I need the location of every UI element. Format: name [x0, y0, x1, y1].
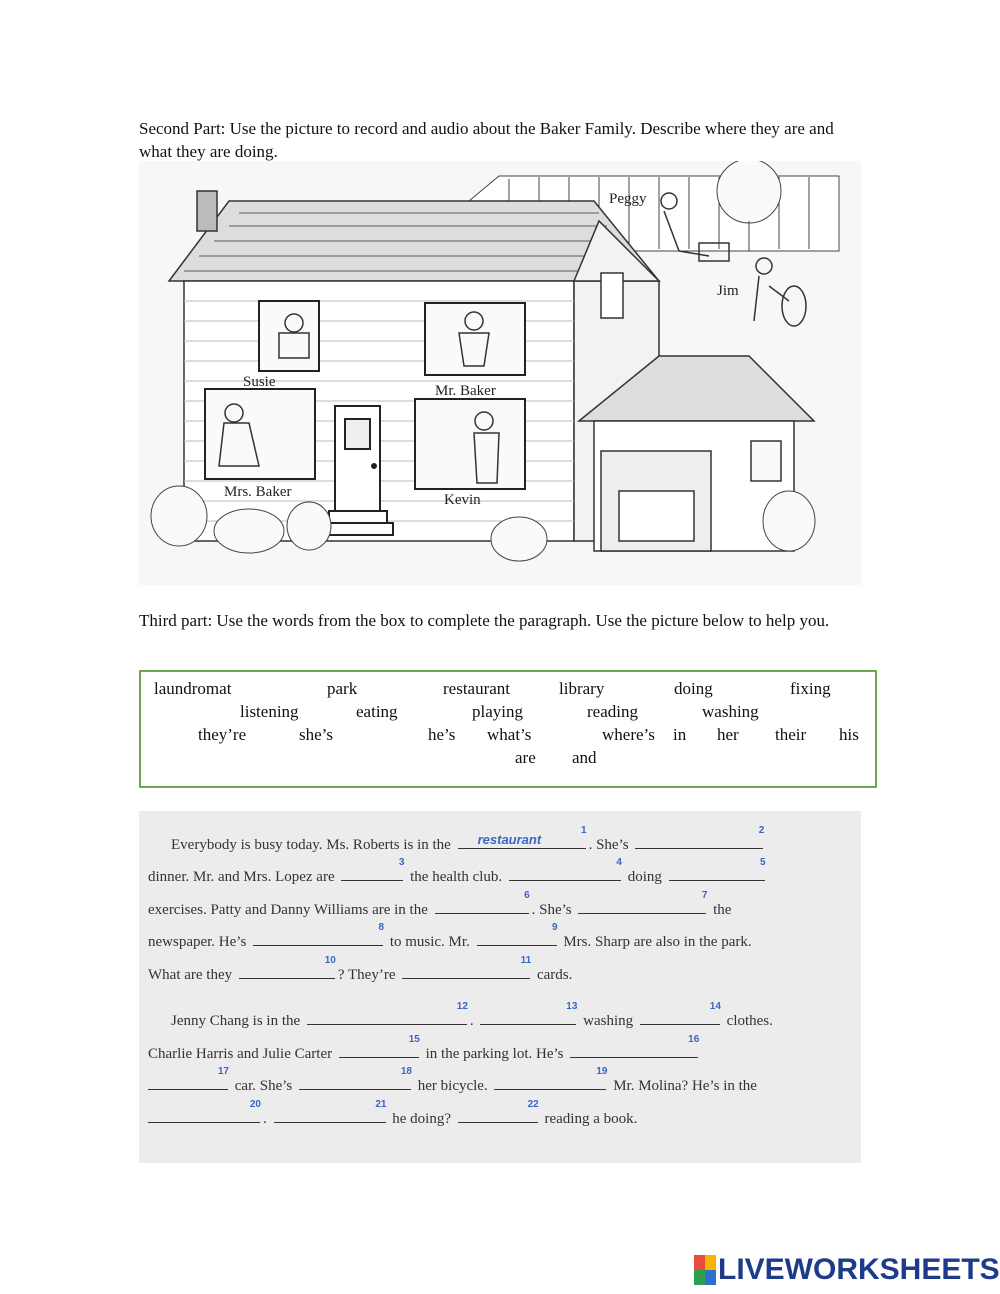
exercise-line: Jenny Chang is in the 12 . 13 washing 14 clothes.: [171, 1001, 773, 1029]
word-item: library: [559, 679, 605, 698]
exercise-line: Charlie Harris and Julie Carter 15 in the parking lot. He’s 16: [148, 1034, 700, 1062]
word-item: listening: [240, 702, 299, 721]
part2-instructions: Second Part: Use the picture to record and audio about the Baker Family. Describe where they are and what they are doing.: [139, 119, 834, 161]
blank-9[interactable]: 9: [477, 931, 557, 946]
blank-14[interactable]: 14: [640, 1010, 720, 1025]
word-item: restaurant: [443, 679, 511, 698]
baker-house-illustration: [139, 161, 861, 585]
label-jim: Jim: [717, 283, 739, 299]
label-peggy: Peggy: [609, 191, 647, 207]
logo-text: LIVEWORKSHEETS: [718, 1253, 1000, 1286]
word-item: in: [673, 725, 687, 744]
word-item: washing: [702, 702, 759, 721]
word-item: laundromat: [154, 679, 232, 698]
word-item: where’s: [602, 725, 655, 744]
label-mrs-baker: Mrs. Baker: [224, 484, 292, 500]
blank-8[interactable]: 8: [253, 931, 383, 946]
word-item: park: [327, 679, 358, 698]
blank-12[interactable]: 12: [307, 1010, 467, 1025]
word-box: [139, 670, 877, 788]
blank-13[interactable]: 13: [480, 1010, 576, 1025]
blank-21[interactable]: 21: [274, 1108, 386, 1123]
word-item: fixing: [790, 679, 831, 698]
word-item: what’s: [487, 725, 532, 744]
blank-17[interactable]: 17: [148, 1075, 228, 1090]
label-susie: Susie: [243, 374, 276, 390]
liveworksheets-logo: [694, 1253, 1000, 1287]
blank-4[interactable]: 4: [509, 866, 621, 881]
blank-15[interactable]: 15: [339, 1043, 419, 1058]
exercise-line: 17 car. She’s 18 her bicycle. 19 Mr. Molina? He’s in the: [148, 1075, 757, 1095]
exercise-line: dinner. Mr. and Mrs. Lopez are 3 the health club. 4 doing 5: [148, 857, 766, 885]
blank-20[interactable]: 20: [148, 1108, 260, 1123]
cloze-exercise: [139, 811, 861, 1163]
blank-16[interactable]: 16: [570, 1043, 698, 1058]
blank-6[interactable]: 6: [435, 899, 529, 914]
word-item: they’re: [198, 725, 247, 744]
word-item: are: [515, 748, 536, 767]
word-item: and: [572, 748, 597, 767]
blank-5[interactable]: 5: [669, 866, 765, 881]
exercise-line: exercises. Patty and Danny Williams are in the 6 . She’s 7 the: [148, 890, 732, 918]
word-item: playing: [472, 702, 523, 721]
word-item: their: [775, 725, 807, 744]
word-item: reading: [587, 702, 638, 721]
exercise-line: What are they 10 ? They’re 11 cards.: [148, 955, 573, 983]
answer-1: restaurant: [477, 832, 542, 847]
label-mr-baker: Mr. Baker: [435, 383, 496, 399]
word-item: eating: [356, 702, 398, 721]
blank-11[interactable]: 11: [402, 964, 530, 979]
exercise-line: newspaper. He’s 8 to music. Mr. 9 Mrs. Sharp are also in the park.: [148, 922, 752, 950]
blank-2[interactable]: 2: [635, 834, 763, 849]
blank-1[interactable]: restaurant 1: [458, 834, 586, 849]
blank-18[interactable]: 18: [299, 1075, 411, 1090]
word-item: her: [717, 725, 739, 744]
blank-19[interactable]: 19: [494, 1075, 606, 1090]
part3-instructions: Third part: Use the words from the box to complete the paragraph. Use the picture below to help you.: [139, 611, 830, 630]
label-kevin: Kevin: [444, 492, 481, 508]
blank-22[interactable]: 22: [458, 1108, 538, 1123]
word-item: doing: [674, 679, 713, 698]
exercise-line: Everybody is busy today. Ms. Roberts is in the restaurant 1 . She’s 2: [171, 825, 765, 853]
blank-7[interactable]: 7: [578, 899, 706, 914]
blank-10[interactable]: 10: [239, 964, 335, 979]
word-item: he’s: [428, 725, 456, 744]
word-item: his: [839, 725, 859, 744]
logo-badge-icon: [694, 1255, 716, 1285]
word-item: she’s: [299, 725, 333, 744]
blank-3[interactable]: 3: [341, 866, 403, 881]
exercise-line: 20 . 21 he doing? 22 reading a book.: [148, 1108, 637, 1128]
